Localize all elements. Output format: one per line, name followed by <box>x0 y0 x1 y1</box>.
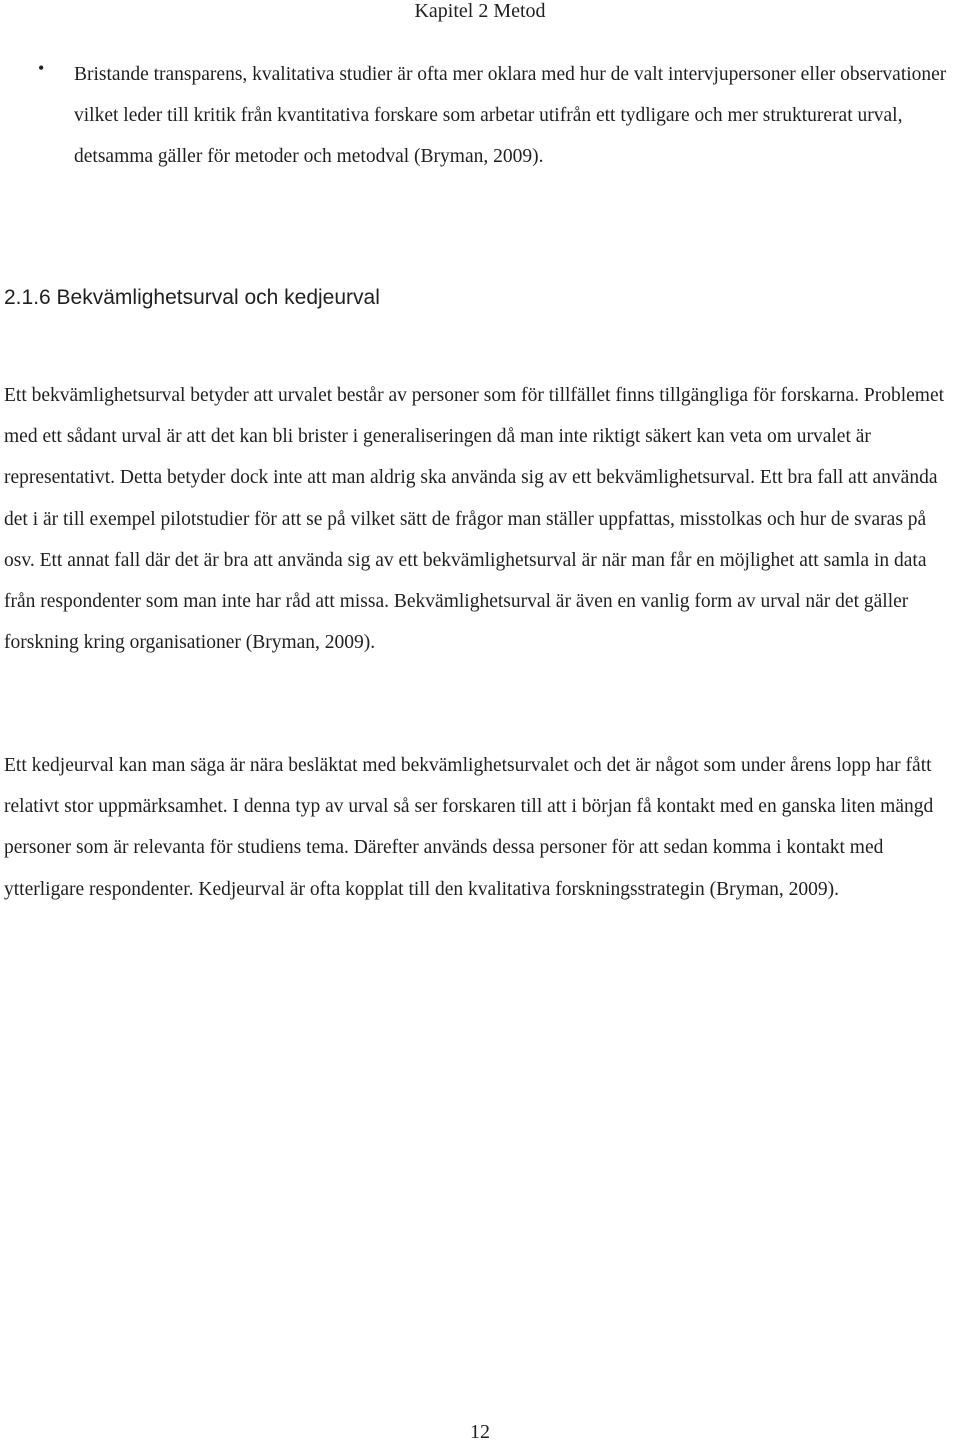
paragraph-kedjeurval: Ett kedjeurval kan man säga är nära besläktat med bekvämlighetsurvalet och det är något som under årens lopp har fått relativt stor uppmärksamhet. I denna typ av urval så ser forskaren till att i början få kontakt med en ganska liten mängd personer som är relevanta för studiens tema. Därefter används dessa personer för att sedan komma i kontakt med ytterligare respondenter. Kedjeurval är ofta kopplat till den kvalitativa forskningsstrategin (Bryman, 2009). <box>4 755 934 900</box>
section-heading: 2.1.6 Bekvämlighetsurval och kedjeurval <box>4 286 380 309</box>
bullet-icon: • <box>38 58 45 78</box>
bullet-item-text: Bristande transparens, kvalitativa studier är ofta mer oklara med hur de valt intervjupersoner eller observationer vilket leder till kritik från kvantitativa forskare som arbetar utifrån ett tydligare och mer strukturerat urval, detsamma gäller för metoder och metodval (Bryman, 2009). <box>74 64 947 167</box>
running-header: Kapitel 2 Metod <box>414 0 546 22</box>
page-number: 12 <box>470 1421 490 1443</box>
paragraph-bekvamlighetsurval: Ett bekvämlighetsurval betyder att urvalet består av personer som för tillfället finns tillgängliga för forskarna. Problemet med ett sådant urval är att det kan bli brister i generaliseringen då man inte riktigt säkert kan veta om urvalet är representativt. Detta betyder dock inte att man aldrig ska använda sig av ett bekvämlighetsurval. Ett bra fall att använda det i är till exempel pilotstudier för att se på vilket sätt de frågor man ställer uppfattas, misstolkas och hur de svaras på osv. Ett annat fall där det är bra att använda sig av ett bekvämlighetsurval är när man får en möjlighet att samla in data från respondenter som man inte har råd att missa. Bekvämlighetsurval är även en vanlig form av urval när det gäller forskning kring organisationer (Bryman, 2009). <box>4 385 945 654</box>
